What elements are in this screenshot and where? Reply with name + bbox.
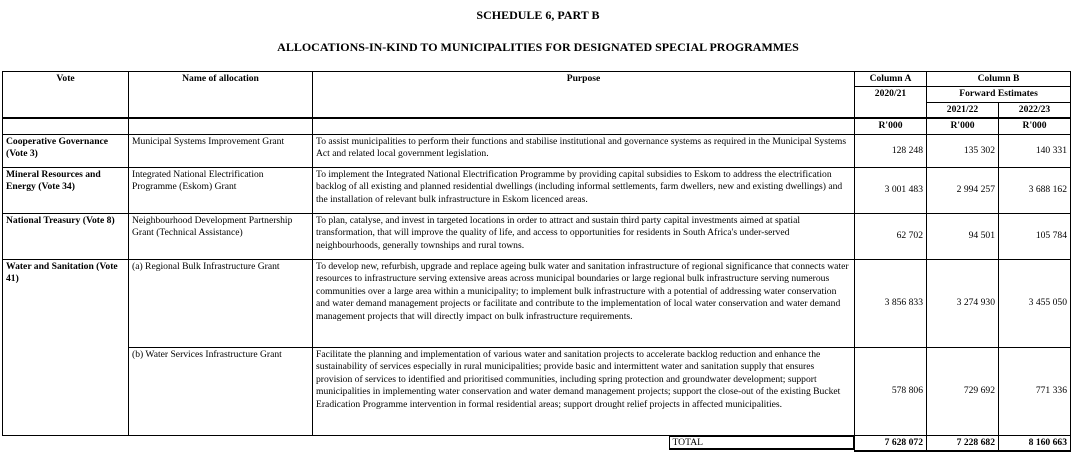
value-2021-22: 135 302 xyxy=(927,134,999,167)
allocation-name: (a) Regional Bulk Infrastructure Grant xyxy=(129,259,313,347)
vote-cell: Mineral Resources and Energy (Vote 34) xyxy=(3,167,129,213)
total-2021-22: 7 228 682 xyxy=(927,435,999,451)
value-2022-23: 3 455 050 xyxy=(999,259,1071,347)
table-row xyxy=(3,259,1071,347)
unit-label: R'000 xyxy=(927,118,999,134)
header-name: Name of allocation xyxy=(129,72,313,119)
value-2020-21: 62 702 xyxy=(855,213,927,259)
value-2021-22: 729 692 xyxy=(927,347,999,435)
value-2021-22: 3 274 930 xyxy=(927,259,999,347)
purpose-text: Facilitate the planning and implementation of various water and sanitation projects to accelerate backlog reduction and enhance the sustainability of services especially in rural municipalities; provide basic and intermittent water and sanitation supply that ensures provision of services to identified and prioritised communities, including spring protection and groundwater development; support municipalities in implementing water conservation and water demand management projects; support the close-out of the existing Bucket Eradication Programme intervention in formal residential areas; support drought relief projects in affected municipalities. xyxy=(313,347,855,435)
value-2022-23: 3 688 162 xyxy=(999,167,1071,213)
header-year-2021: 2021/22 xyxy=(927,102,999,118)
value-2021-22: 2 994 257 xyxy=(927,167,999,213)
value-2020-21: 128 248 xyxy=(855,134,927,167)
allocation-name: Integrated National Electrification Programme (Eskom) Grant xyxy=(129,167,313,213)
allocations-table xyxy=(2,71,1071,452)
table-row xyxy=(3,347,1071,435)
purpose-text: To assist municipalities to perform their functions and stabilise institutional and governance systems as required in the Municipal Systems Act and related local government legislation. xyxy=(313,134,855,167)
table-row xyxy=(3,213,1071,259)
value-2020-21: 578 806 xyxy=(855,347,927,435)
header-column-a: Column A xyxy=(855,72,927,87)
purpose-text: To plan, catalyse, and invest in targeted locations in order to attract and sustain third party capital investments aimed at spatial transformation, that will improve the quality of life, and access to opportunities for residents in South Africa's under-served neighbourhoods, generally townships and rural towns. xyxy=(313,213,855,259)
allocation-name: Municipal Systems Improvement Grant xyxy=(129,134,313,167)
value-2021-22: 94 501 xyxy=(927,213,999,259)
value-2022-23: 771 336 xyxy=(999,347,1071,435)
document-title: ALLOCATIONS-IN-KIND TO MUNICIPALITIES FOR DESIGNATED SPECIAL PROGRAMMES xyxy=(277,40,799,54)
value-2022-23: 105 784 xyxy=(999,213,1071,259)
header-year-2022: 2022/23 xyxy=(999,102,1071,118)
vote-cell: Cooperative Governance (Vote 3) xyxy=(3,134,129,167)
vote-cell: National Treasury (Vote 8) xyxy=(3,213,129,259)
unit-label: R'000 xyxy=(999,118,1071,134)
allocation-name: Neighbourhood Development Partnership Grant (Technical Assistance) xyxy=(129,213,313,259)
total-2022-23: 8 160 663 xyxy=(999,435,1071,451)
table-row xyxy=(3,167,1071,213)
purpose-text: To implement the Integrated National Electrification Programme by providing capital subsidies to Eskom to address the electrification backlog of all existing and planned residential dwellings (including informal settlements, farm dwellers, new and existing dwellings) and the installation of relevant bulk infrastructure in Eskom licenced areas. xyxy=(313,167,855,213)
total-row xyxy=(3,435,1071,451)
value-2020-21: 3 856 833 xyxy=(855,259,927,347)
header-purpose: Purpose xyxy=(313,72,855,119)
schedule-heading: SCHEDULE 6, PART B xyxy=(476,8,600,22)
unit-label: R'000 xyxy=(855,118,927,134)
header-year-2020: 2020/21 xyxy=(855,87,927,118)
total-label: TOTAL xyxy=(669,436,855,450)
header-forward-estimates: Forward Estimates xyxy=(927,87,1071,102)
value-2022-23: 140 331 xyxy=(999,134,1071,167)
header-column-b: Column B xyxy=(927,72,1071,87)
table-row xyxy=(3,134,1071,167)
purpose-text: To develop new, refurbish, upgrade and replace ageing bulk water and sanitation infrastructure of regional significance that connects water resources to infrastructure serving extensive areas across municipal boundaries or large regional bulk infrastructure serving numerous communities over a large area within a municipality; to implement bulk infrastructure with a potential of addressing water conservation and water demand management projects or facilitate and contribute to the implementation of local water conservation and water demand management projects that will directly impact on bulk infrastructure requirements. xyxy=(313,259,855,347)
total-2020-21: 7 628 072 xyxy=(855,435,927,451)
vote-cell: Water and Sanitation (Vote 41) xyxy=(3,259,129,435)
header-vote: Vote xyxy=(3,72,129,119)
allocation-name: (b) Water Services Infrastructure Grant xyxy=(129,347,313,435)
value-2020-21: 3 001 483 xyxy=(855,167,927,213)
